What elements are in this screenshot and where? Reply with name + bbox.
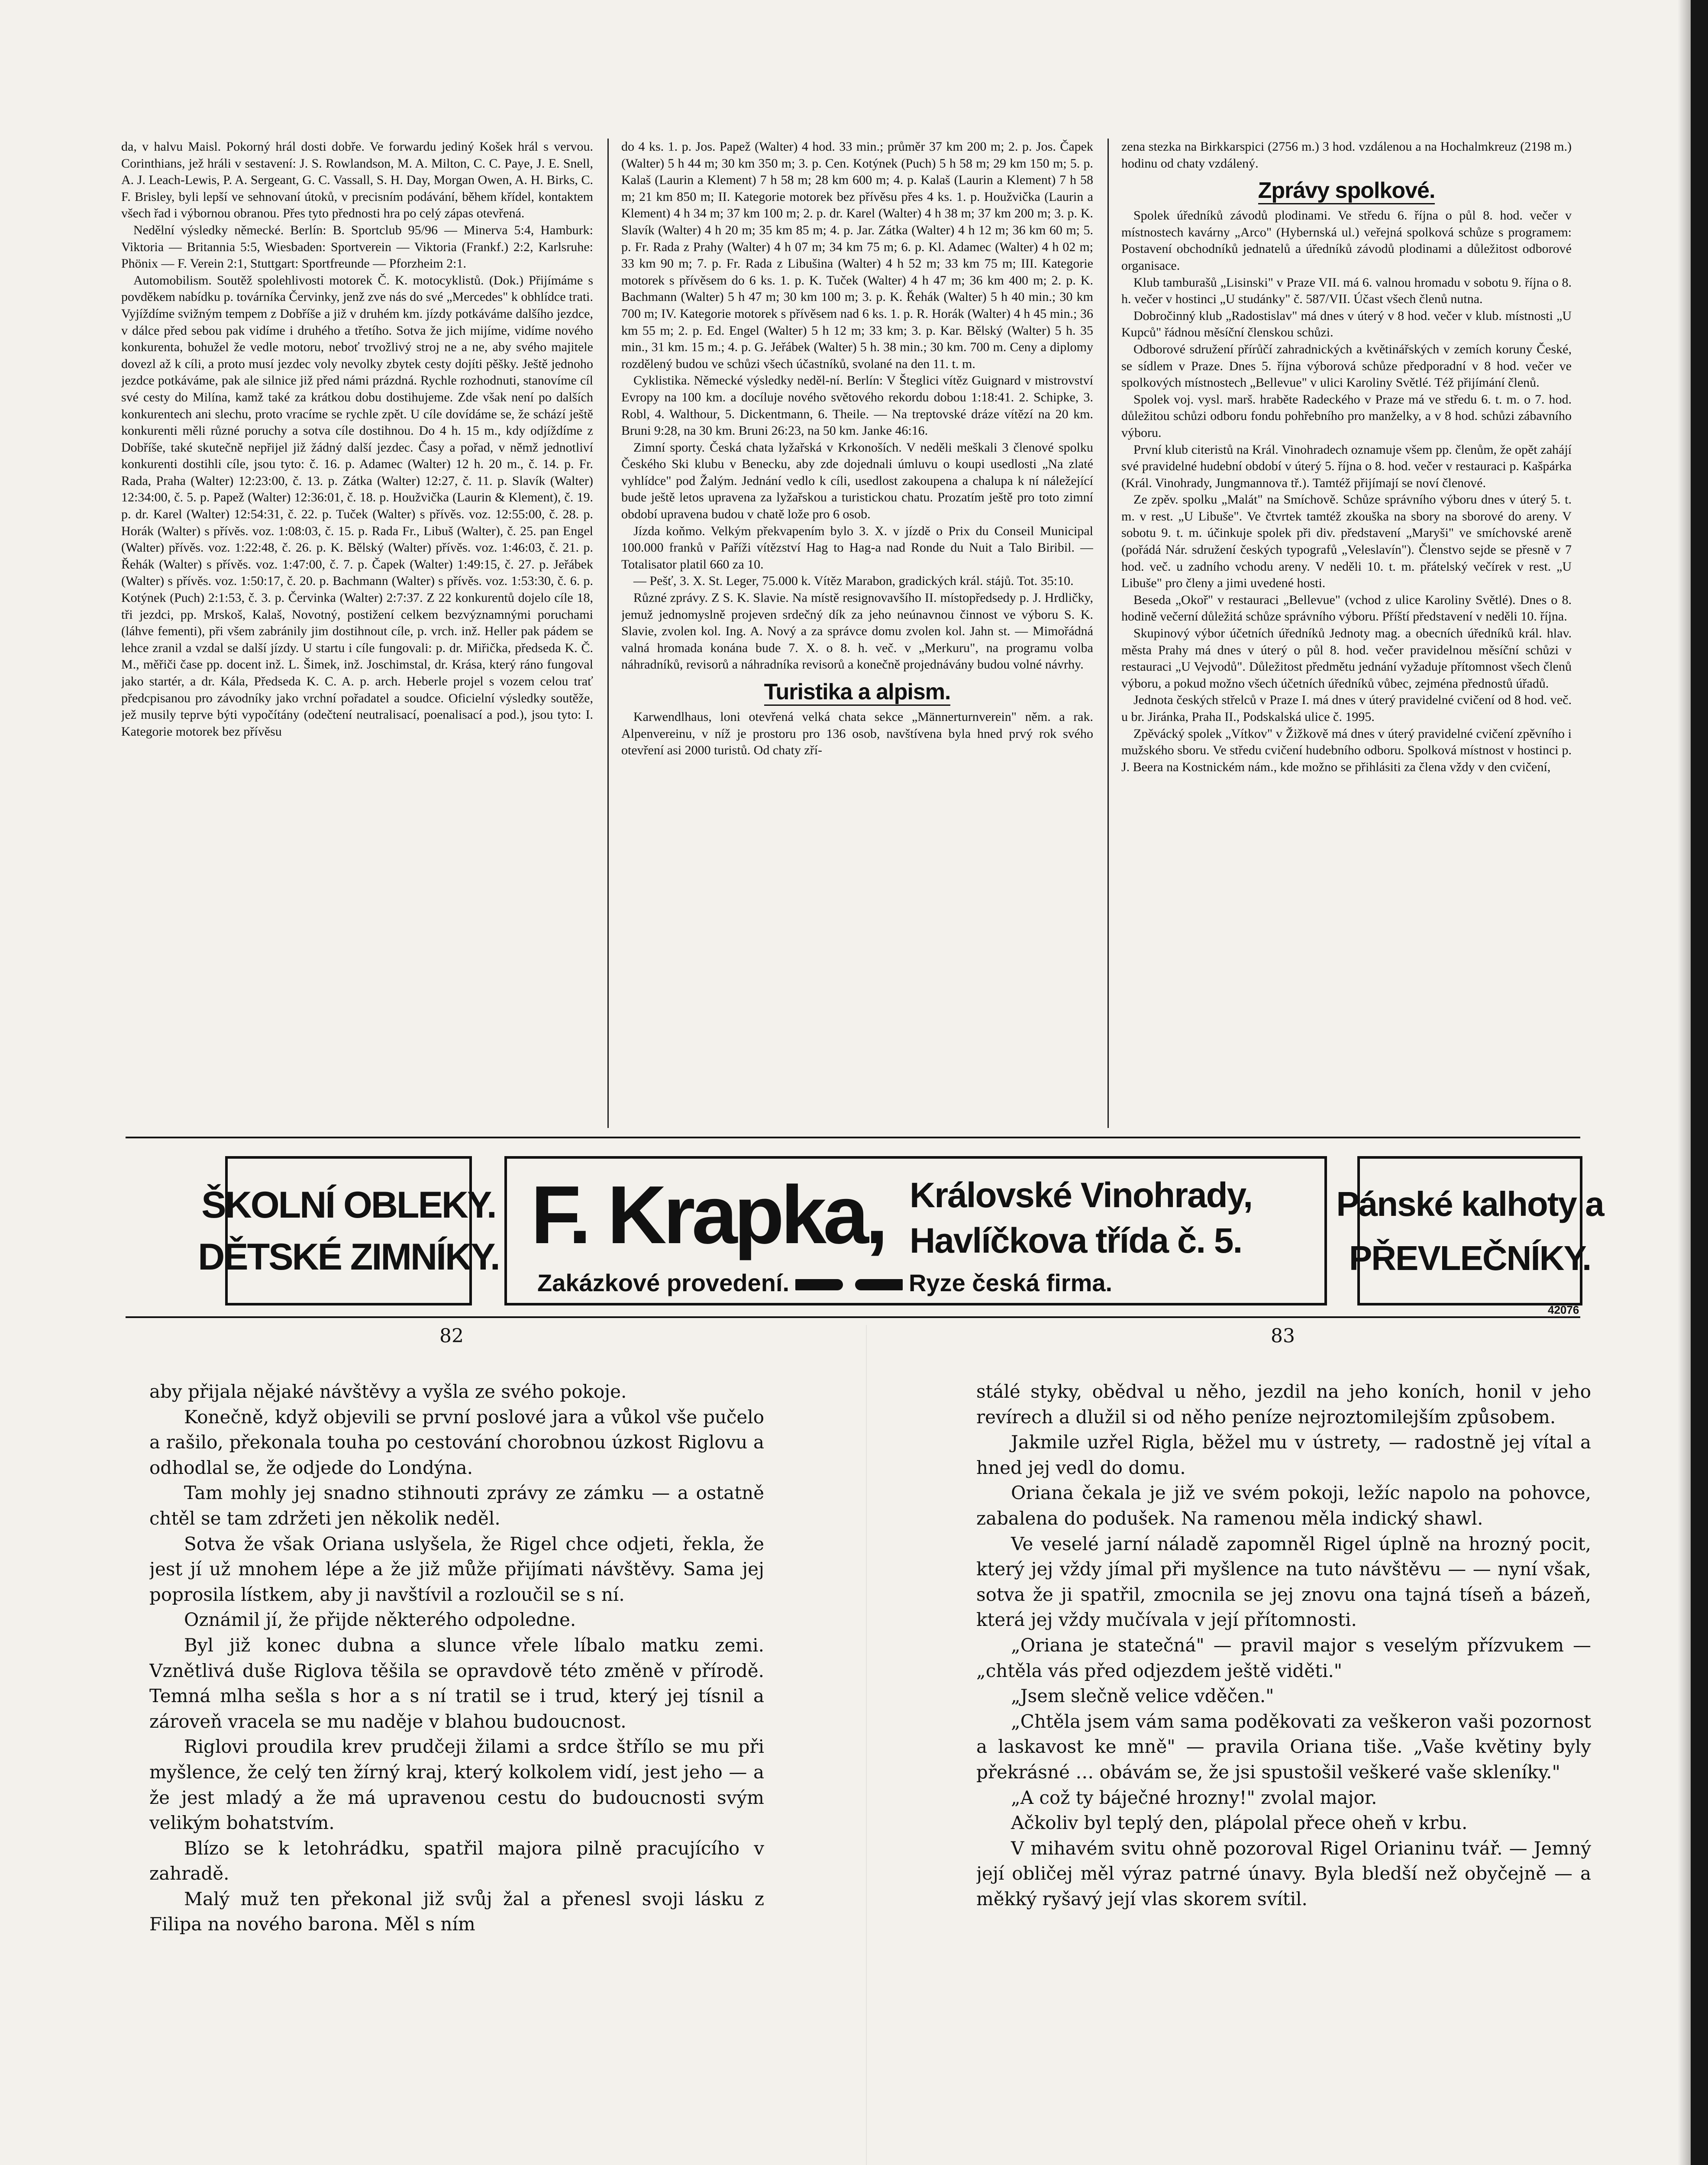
book-paragraph: „Jsem slečně velice vděčen." [1011, 1685, 1274, 1707]
ad-number: 42076 [1548, 1303, 1579, 1316]
news-paragraph: Zpěvácký spolek „Vítkov" v Žižkově má dnes v úterý pravidelné cvičení zpěvního i mužského sboru. Ve středu cvičení hudebního odboru. Spolková místnost v hostinci p. J. Beera na Kostnickém nám., kde možno se přihlásiti za člena vždy v den cvičení, [1121, 726, 1572, 774]
ad-address-line-2: Havlíčkova třída č. 5. [910, 1221, 1242, 1260]
book-paragraph: aby přijala nějaké návštěvy a vyšla ze svého pokoje. [149, 1381, 627, 1402]
page-number-left: 82 [439, 1325, 464, 1347]
scan-edge [1691, 0, 1708, 2165]
book-paragraph: Byl již konec dubna a slunce vřele líbalo matku zemi. Vznětlivá duše Riglova těšila se opravdově této změně v přírodě. Temná mlha sešla s hor a s ní tratil se i trud, který jej tísnil a zároveň vracela se mu naděje v blahou budoucnost. [149, 1634, 764, 1732]
book-paragraph: Oznámil jí, že přijde některého odpoledne. [184, 1609, 576, 1631]
news-paragraph: Jízda koňmo. Velkým překvapením bylo 3. X. v jízdě o Prix du Conseil Municipal 100.000 franků v Paříži vítězství Hag to Hag-a nad Ronde du Nuit a Talo Biribil. — Totalisator platil 660 za 10. [621, 523, 1093, 572]
news-paragraph: Dobročinný klub „Radostislav" má dnes v úterý v 8 hod. večer v klub. místnosti „U Kupců" řádnou měsíční členskou schůzi. [1121, 308, 1572, 340]
news-paragraph: Zimní sporty. Česká chata lyžařská v Krkonoších. V neděli meškali 3 členové spolku Českého Ski klubu v Benecku, aby zde dojednali úmluvu o koupi usedlosti „Na zlaté vyhlídce" pod Žalým. Jednání vedlo k cíli, usedlost zakoupena a chalupa k ní náležející bude ještě letos upravena za lyžařskou a turistickou chatu. Prozatím ještě pro toto zimní období upravena budou v chatě lože pro 6 osob. [621, 440, 1093, 522]
ad-brand-name: F. Krapka, [531, 1169, 885, 1261]
ad-right-line-1: Pánské kalhoty a [1336, 1184, 1604, 1223]
ad-box-left [198, 1156, 499, 1305]
book-paragraph: Ve veselé jarní náladě zapomněl Rigel úplně na hrozný pocit, který jej vždy jímal při myšlence na tuto návštěvu — — nyní však, sotva že ji spatřil, zmocnila se jej znovu ona tajná tíseň a bázeň, která jej vždy mučívala v její přítomnosti. [976, 1533, 1591, 1631]
news-paragraph: Beseda „Okoř" v restauraci „Bellevue" (vchod z ulice Karoliny Světlé). Dnes o 8. hodině večerní důležitá schůze správního výboru. Příští představení v neděli 10. října. [1121, 592, 1572, 624]
book-paragraph: Riglovi proudila krev prudčeji žilami a srdce štřílo se mu při myšlence, že celý ten žírný kraj, který kolkolem vidí, jest jeho — a že jest mladý a že má upravenou cestu do budoucnosti svým velikým bohatstvím. [149, 1736, 764, 1834]
book-fold [866, 1325, 867, 2165]
book-page-right [976, 1379, 1591, 2165]
section-heading-zpravy-spolkove: Zprávy spolkové. [1121, 175, 1572, 206]
news-paragraph: První klub citeristů na Král. Vinohradech oznamuje všem pp. členům, že opět zahájí své pravidelné hudební období v úterý 5. října o 8. hod. večer v restauraci p. Kašpárka (Král. Vinohrady, Jungmannova tř.). Tamtéž přijímají se noví členové. [1121, 442, 1572, 490]
pointing-hand-icon [795, 1279, 843, 1290]
book-paragraph: Ačkoliv byl teplý den, plápolal přece oheň v krbu. [1011, 1812, 1468, 1834]
news-column-2 [621, 139, 1093, 1128]
column-divider [1107, 139, 1109, 1128]
book-paragraph: V mihavém svitu ohně pozoroval Rigel Orianinu tvář. — Jemný její obličej měl výraz patrné únavy. Byla bledší než obyčejně — a měkký ryšavý její vlas skorem svítil. [976, 1837, 1591, 1910]
ad-left-line-2: DĚTSKÉ ZIMNÍKY. [198, 1236, 499, 1278]
book-paragraph: Blízo se k letohrádku, spatřil majora pilně pracujícího v zahradě. [149, 1837, 764, 1884]
news-paragraph: Spolek voj. vysl. marš. hraběte Radeckého v Praze má ve středu 6. t. m. o 7. hod. důležitou schůzi odboru fondu pohřebního pro manželky, a v 8 hod. schůzi zábavního výboru. [1121, 392, 1572, 440]
ad-box-center [504, 1156, 1327, 1305]
book-paragraph: „Chtěla jsem vám sama poděkovati za veškeron vaši pozornost a laskavost ke mně" — pravila Oriana tiše. „Vaše květiny byly překrásné … obávám se, že jsi spustošil veškeré vaše skleníky." [976, 1710, 1591, 1783]
pointing-hand-icon [855, 1279, 903, 1290]
page-number-right: 83 [1271, 1325, 1295, 1347]
book-paragraph: Jakmile uzřel Rigla, běžel mu v ústrety, — radostně jej vítal a hned jej vedl do domu. [976, 1431, 1591, 1478]
book-page-left [149, 1379, 764, 2165]
ad-top-rule [126, 1137, 1580, 1138]
news-column-1 [121, 139, 593, 1128]
ad-address-line-1: Královské Vinohrady, [910, 1176, 1252, 1215]
ad-bottom-rule [126, 1316, 1580, 1318]
news-paragraph: Skupinový výbor účetních úředníků Jednoty mag. a obecních úředníků král. hlav. města Prahy má dnes v úterý o půl 8. hod. večer pravidelnou měsíční schůzi v restauraci „U Vejvodů". Důležitost předmětu jednání vyžaduje přítomnost všech členů výboru, a pokud možno všech účetních úředníků vůbec, zejména přednostů úřadů. [1121, 626, 1572, 691]
ad-tagline-right: Ryze česká firma. [909, 1269, 1113, 1296]
book-paragraph: stálé styky, obědval u něho, jezdil na jeho koních, honil v jeho revírech a dlužil si od něho peníze nejroztomilejším způsobem. [976, 1381, 1591, 1428]
book-paragraph: Konečně, když objevili se první poslové jara a vůkol vše pučelo a rašilo, překonala touha po cestování chorobnou úzkost Riglovu a odhodlal se, že odjede do Londýna. [149, 1406, 764, 1478]
newspaper-columns [121, 139, 1572, 1128]
news-paragraph: zena stezka na Birkkarspici (2756 m.) 3 hod. vzdálenou a na Hochalmkreuz (2198 m.) hodinu od chaty vzdálený. [1121, 139, 1572, 171]
section-heading-turistika: Turistika a alpism. [621, 677, 1093, 707]
news-paragraph: Klub tamburašů „Lisinski" v Praze VII. má 6. valnou hromadu v sobotu 9. října o 8. h. večer v hostinci „U studánky" č. 587/VII. Účast všech členů nutna. [1121, 275, 1572, 307]
news-paragraph: Spolek úředníků závodů plodinami. Ve středu 6. října o půl 8. hod. večer v místnostech kavárny „Arco" (Hybernská ul.) veřejná spolková schůze s programem: Postavení obchodníků jednatelů a úředníků závodů plodinami a důležitost odborové organisace. [1121, 208, 1572, 273]
news-paragraph: Nedělní výsledky německé. Berlín: B. Sportclub 95/96 — Minerva 5:4, Hamburk: Viktoria — Britannia 5:5, Wiesbaden: Sportverein — Viktoria (Frankf.) 2:2, Karlsruhe: Phönix — F. Verein 2:1, Stuttgart: Sportfreunde — Pforzheim 2:1. [121, 223, 593, 271]
book-paragraph: Sotva že však Oriana uslyšela, že Rigel chce odjeti, řekla, že jest jí už mnohem lépe a že již může přijímati návštěvy. Sama jej poprosila lístkem, aby ji navštívil a rozloučil se s ní. [149, 1533, 764, 1605]
news-column-3 [1121, 139, 1572, 1128]
news-paragraph: Jednota českých střelců v Praze I. má dnes v úterý pravidelné cvičení od 8 hod. več. u br. Jiránka, Praha II., Podskalská ulice č. 1995. [1121, 693, 1572, 724]
news-paragraph: Různé zprávy. Z S. K. Slavie. Na místě resignovavšího II. místopředsedy p. J. Hrdličky, jemuž jednomyslně projeven srdečný dík za jeho neúnavnou činnost ve výboru S. K. Slavie, zvolen kol. Ing. A. Nový a za správce domu zvolen kol. Jahn st. — Mimořádná valná hromada konána bude 7. X. o 8. h. več. v „Merkuru", na programu volba náhradníků, revisorů a náhradníka revisorů a konečně projednávány budou volné návrhy. [621, 591, 1093, 672]
news-paragraph: da, v halvu Maisl. Pokorný hrál dosti dobře. Ve forwardu jediný Košek hrál s vervou. Corinthians, jež hráli v sestavení: J. S. Rowlandson, M. A. Milton, C. C. Paye, J. E. Snell, A. J. Leach-Lewis, P. A. Sergeant, G. C. Vassall, S. H. Day, Morgan Owen, A. H. Birks, C. F. Brisley, byli lepší ve sehnovaní útoků, v precisním podávání, během křídel, kontaktem všech řad i výbornou obranou. Přes tyto přednosti hra po celý zápas otevřená. [121, 139, 593, 221]
news-paragraph: Karwendlhaus, loni otevřená velká chata sekce „Männerturnverein" něm. a rak. Alpenvereinu, v níž je prostoru pro 136 osob, navštívena byla hned prvý rok svého otevření asi 2000 turistů. Od chaty zří- [621, 710, 1093, 758]
column-divider [607, 139, 609, 1128]
news-paragraph: — Pešť, 3. X. St. Leger, 75.000 k. Vítěz Marabon, gradických král. stájů. Tot. 35:10. [633, 574, 1074, 588]
ad-tagline [537, 1268, 1112, 1298]
book-paragraph: Tam mohly jej snadno stihnouti zprávy ze zámku — a ostatně chtěl se tam zdržeti jen několik neděl. [149, 1482, 764, 1529]
news-paragraph: Ze zpěv. spolku „Malát" na Smíchově. Schůze správního výboru dnes v úterý 5. t. m. v rest. „U Libuše". Ve čtvrtek tamtéž zkouška na sbory na sborové do areny. V sobotu 9. t. m. účinkuje spolek při div. představení „Maryši" ve smíchovské areně (pořádá Nár. sdružení českých typografů „Veleslavín"). Členstvo sejde se přesně v 7 hod. več. u zadního vchodu areny. V neděli 10. t. m. přátelský večírek v rest. „U Libuše" pro členy a jimi uvedené hosti. [1121, 492, 1572, 591]
news-paragraph: Cyklistika. Německé výsledky neděl-ní. Berlín: V Šteglici vítěz Guignard v mistrovství Evropy na 100 km. a docíluje nového světového rekordu dobou 1:18:41. 2. Schipke, 3. Robl, 4. Walthour, 5. Dickentmann, 6. Theile. — Na treptovské dráze vítězí na 20 km. Bruni 9:28, na 30 km. Bruni 26:23, na 50 km. Janke 46:16. [621, 373, 1093, 438]
news-paragraph: do 4 ks. 1. p. Jos. Papež (Walter) 4 hod. 33 min.; průměr 37 km 200 m; 2. p. Jos. Čapek (Walter) 5 h 44 m; 30 km 350 m; 3. p. Cen. Kotýnek (Puch) 5 h 58 m; 29 km 150 m; 5. p. Kalaš (Laurin a Klement) 7 h 58 m; 28 km 600 m; 4. p. Kalaš (Laurin a Klement) 7 h 58 m; 21 km 850 m; II. Kategorie motorek bez přívěsu přes 4 ks. 1. p. Houžvička (Laurin a Klement) 4 h 34 m; 37 km 100 m; 2. p. dr. Karel (Walter) 4 h 38 m; 37 km 200 m; 3. p. K. Slavík (Walter) 4 h 20 m; 35 km 85 m; 4. p. Jar. Zátka (Walter) 4 h 12 m; 36 km 60 m; 5. p. Fr. Rada z Prahy (Walter) 4 h 07 m; 34 km 75 m; 6. p. Kl. Adamec (Walter) 4 h 02 m; 33 km 90 m; 7. p. Fr. Rada z Libušina (Walter) 4 h 52 m; 33 km 75 m; III. Kategorie motorek s přívěsem do 6 ks. 1. p. K. Tuček (Walter) 4 h 47 m; 36 km 400 m; 2. p. K. Bachmann (Walter) 5 h 47 m; 30 km 100 m; 3. p. K. Řehák (Walter) 5 h 40 min.; 30 km 700 m; IV. Kategorie motorek s přívěsem nad 6 ks. 1. p. R. Horák (Walter) 4 h 45 min.; 36 km 55 m; 2. p. Ed. Engel (Walter) 5 h 12 m; 33 km; 3. p. Kar. Bělský (Walter) 5 h. 35 min., 31 km. 15 m.; 4. p. G. Jeřábek (Walter) 5 h. 38 min.; 30 km. 700 m. Ceny a diplomy rozdělený budou ve schůzi všech účastníků, svolané na den 11. t. m. [621, 139, 1093, 371]
scan-edge-shadow [1678, 0, 1691, 2165]
ad-left-line-1: ŠKOLNÍ OBLEKY. [201, 1184, 496, 1226]
news-paragraph: Automobilism. Soutěž spolehlivosti motorek Č. K. motocyklistů. (Dok.) Přijímáme s povděkem nabídku p. továrníka Červinky, jenž zve nás do své „Mercedes" k obhlídce trati. Vyjíždíme svižným tempem z Dobříše a již v druhém km. jízdy potkáváme dalšího jezdce, v dálce před sebou pak vidíme i druhého a třetího. Sotva že jich mijíme, vidíme nového konkurenta, bohužel že vedle motoru, neboť trvožlivý stroj ne a ne, aby svého majitele dovezl až k cíli, a proto musí jezdec voly nevolky zbytek cesty dojíti pěšky. Ještě jednoho jezdce potkáváme, pak ale silnice již před námi prázdná. Rychle rozhodnuti, stanovíme cíl své cesty do Milína, kamž také za krátkou dobu dostihujeme. Zde však není po dalších konkurentech ani slechu, proto vracíme se rychle zpět. U cíle dovídáme se, že schází ještě konkurenti měli různé poruchy a sotva cíle dostihnou. Do 4 h. 15 m., kdy odjíždíme z Dobříše, také skutečně nepřijel již žádný další jezdec. Časy a pořad, v němž jednotliví konkurenti dostihli cíle, jsou tyto: č. 16. p. Adamec (Walter) 12 h. 20 m., č. 14. p. Fr. Rada, Praha (Walter) 12:23:00, č. 13. p. Zátka (Walter) 12:27, č. 11. p. Slavík (Walter) 12:34:00, č. 5. p. Papež (Walter) 12:36:01, č. 18. p. Houžvička (Laurin & Klement), č. 19. p. dr. Karel (Walter) 12:54:31, č. 22. p. Tuček (Walter) s přívěs. voz. 12:55:00, č. 28. p. Horák (Walter) s přívěs. voz. 1:08:03, č. 15. p. Rada Fr., Libuš (Walter), č. 25. pan Engel (Walter) přívěs. voz. 1:22:48, č. 26. p. K. Bělský (Walter) přívěs. voz. 1:46:03, č. 21. p. Řehák (Walter) s přívěs. voz. 1:47:00, č. 7. p. Čapek (Walter) 1:49:15, č. 27. p. Jeřábek (Walter) s přívěs. voz. 1:50:17, č. 20. p. Bachmann (Walter) s přívěs. voz. 1:53:30, č. 6. p. Kotýnek (Puch) 2:1:53, č. 3. p. Červinka (Walter) 2:7:37. Z 22 konkurentů dojelo cíle 18, tři jezdci, pp. Mrskoš, Kalaš, Novotný, postižení celkem bezvýznamnými poruchami (láhve fementi), při všem zabránily jim dostihnout cíle, p. vrch. inž. Heller pak pádem se lehce zranil a vzdal se další jízdy. U startu i cíle fungovali: p. dr. Miřička, předseda K. Č. M., měřiči čase pp. docent inž. L. Šimek, inž. Joschimstal, dr. Krása, který ráno fungoval jako startér, a dr. Kála, Předseda K. C. A. p. arch. Heberle projel s vozem celou trať předcpisanou pro závodníky jako vrchní pořadatel a soudce. Oficielní výsledky soutěže, jež musily teprve býti vypočítány (odečtení neutralisací, poenalisací a pod.), jsou tyto: I. Kategorie motorek bez přívěsu [121, 273, 593, 739]
ad-tagline-left: Zakázkové provedení. [537, 1269, 790, 1296]
ad-right-line-2: PŘEVLEČNÍKY. [1349, 1238, 1591, 1277]
book-paragraph: Oriana čekala je již ve svém pokoji, ležíc napolo na pohovce, zabalena do podušek. Na ramenou měla indický shawl. [976, 1482, 1591, 1529]
news-paragraph: Odborové sdružení přírůčí zahradnických a květinářských v zemích koruny České, se sídlem v Praze. Dnes 5. října výborová schůze předporadní v 8 hod. večer ve spolkových místnostech „Bellevue" v ulici Karoliny Světlé. Též přijímání členů. [1121, 342, 1572, 390]
book-paragraph: Malý muž ten překonal již svůj žal a přenesl svoji lásku z Filipa na nového barona. Měl s ním [149, 1888, 764, 1935]
book-paragraph: „A což ty báječné hrozny!" zvolal major. [1011, 1787, 1377, 1808]
ad-box-right [1336, 1156, 1604, 1305]
book-paragraph: „Oriana je statečná" — pravil major s veselým přízvukem — „chtěla vás před odjezdem ještě viděti." [976, 1634, 1591, 1681]
